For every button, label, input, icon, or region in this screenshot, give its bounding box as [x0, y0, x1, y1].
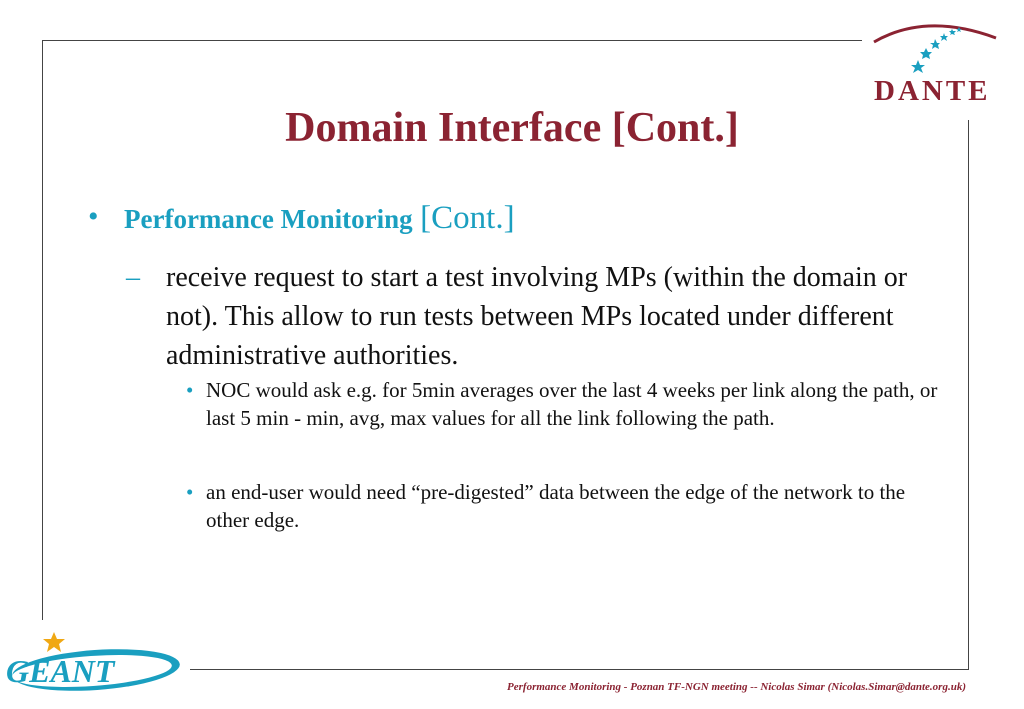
dante-logo-text: DANTE: [874, 75, 991, 107]
slide-frame-bottom: [190, 669, 969, 670]
slide-footer: Performance Monitoring - Poznan TF-NGN meeting -- Nicolas Simar (Nicolas.Simar@dante.org.uk): [507, 681, 966, 693]
slide-title: Domain Interface [Cont.]: [285, 105, 739, 151]
subbullet-marker: –: [126, 262, 140, 293]
bullet-rest-text: [Cont.]: [420, 200, 515, 236]
subsub-marker: •: [186, 378, 194, 402]
bullet-strong-text: Performance Monitoring: [124, 204, 413, 234]
subsub-text: NOC would ask e.g. for 5min averages over the last 4 weeks per link along the path, or last 5 min - min, avg, max values for all the link following the path.: [206, 378, 938, 430]
bullet-text: [124, 200, 515, 237]
geant-logo-text: GEANT: [6, 653, 115, 689]
geant-logo: [2, 630, 187, 700]
subbullet-text: receive request to start a test involving MPs (within the domain or not). This allow to run tests between MPs located under different administrative authorities.: [166, 262, 908, 371]
subsub-text: an end-user would need “pre-digested” data between the edge of the network to the other edge.: [206, 480, 906, 532]
star-icon: [43, 632, 65, 652]
slide-frame-top: [42, 40, 862, 41]
bullet-marker: •: [88, 200, 99, 233]
star-icon: [911, 27, 962, 73]
dante-logo: [866, 16, 1016, 112]
subsub-marker: •: [186, 480, 194, 504]
slide-frame-right: [968, 120, 969, 669]
